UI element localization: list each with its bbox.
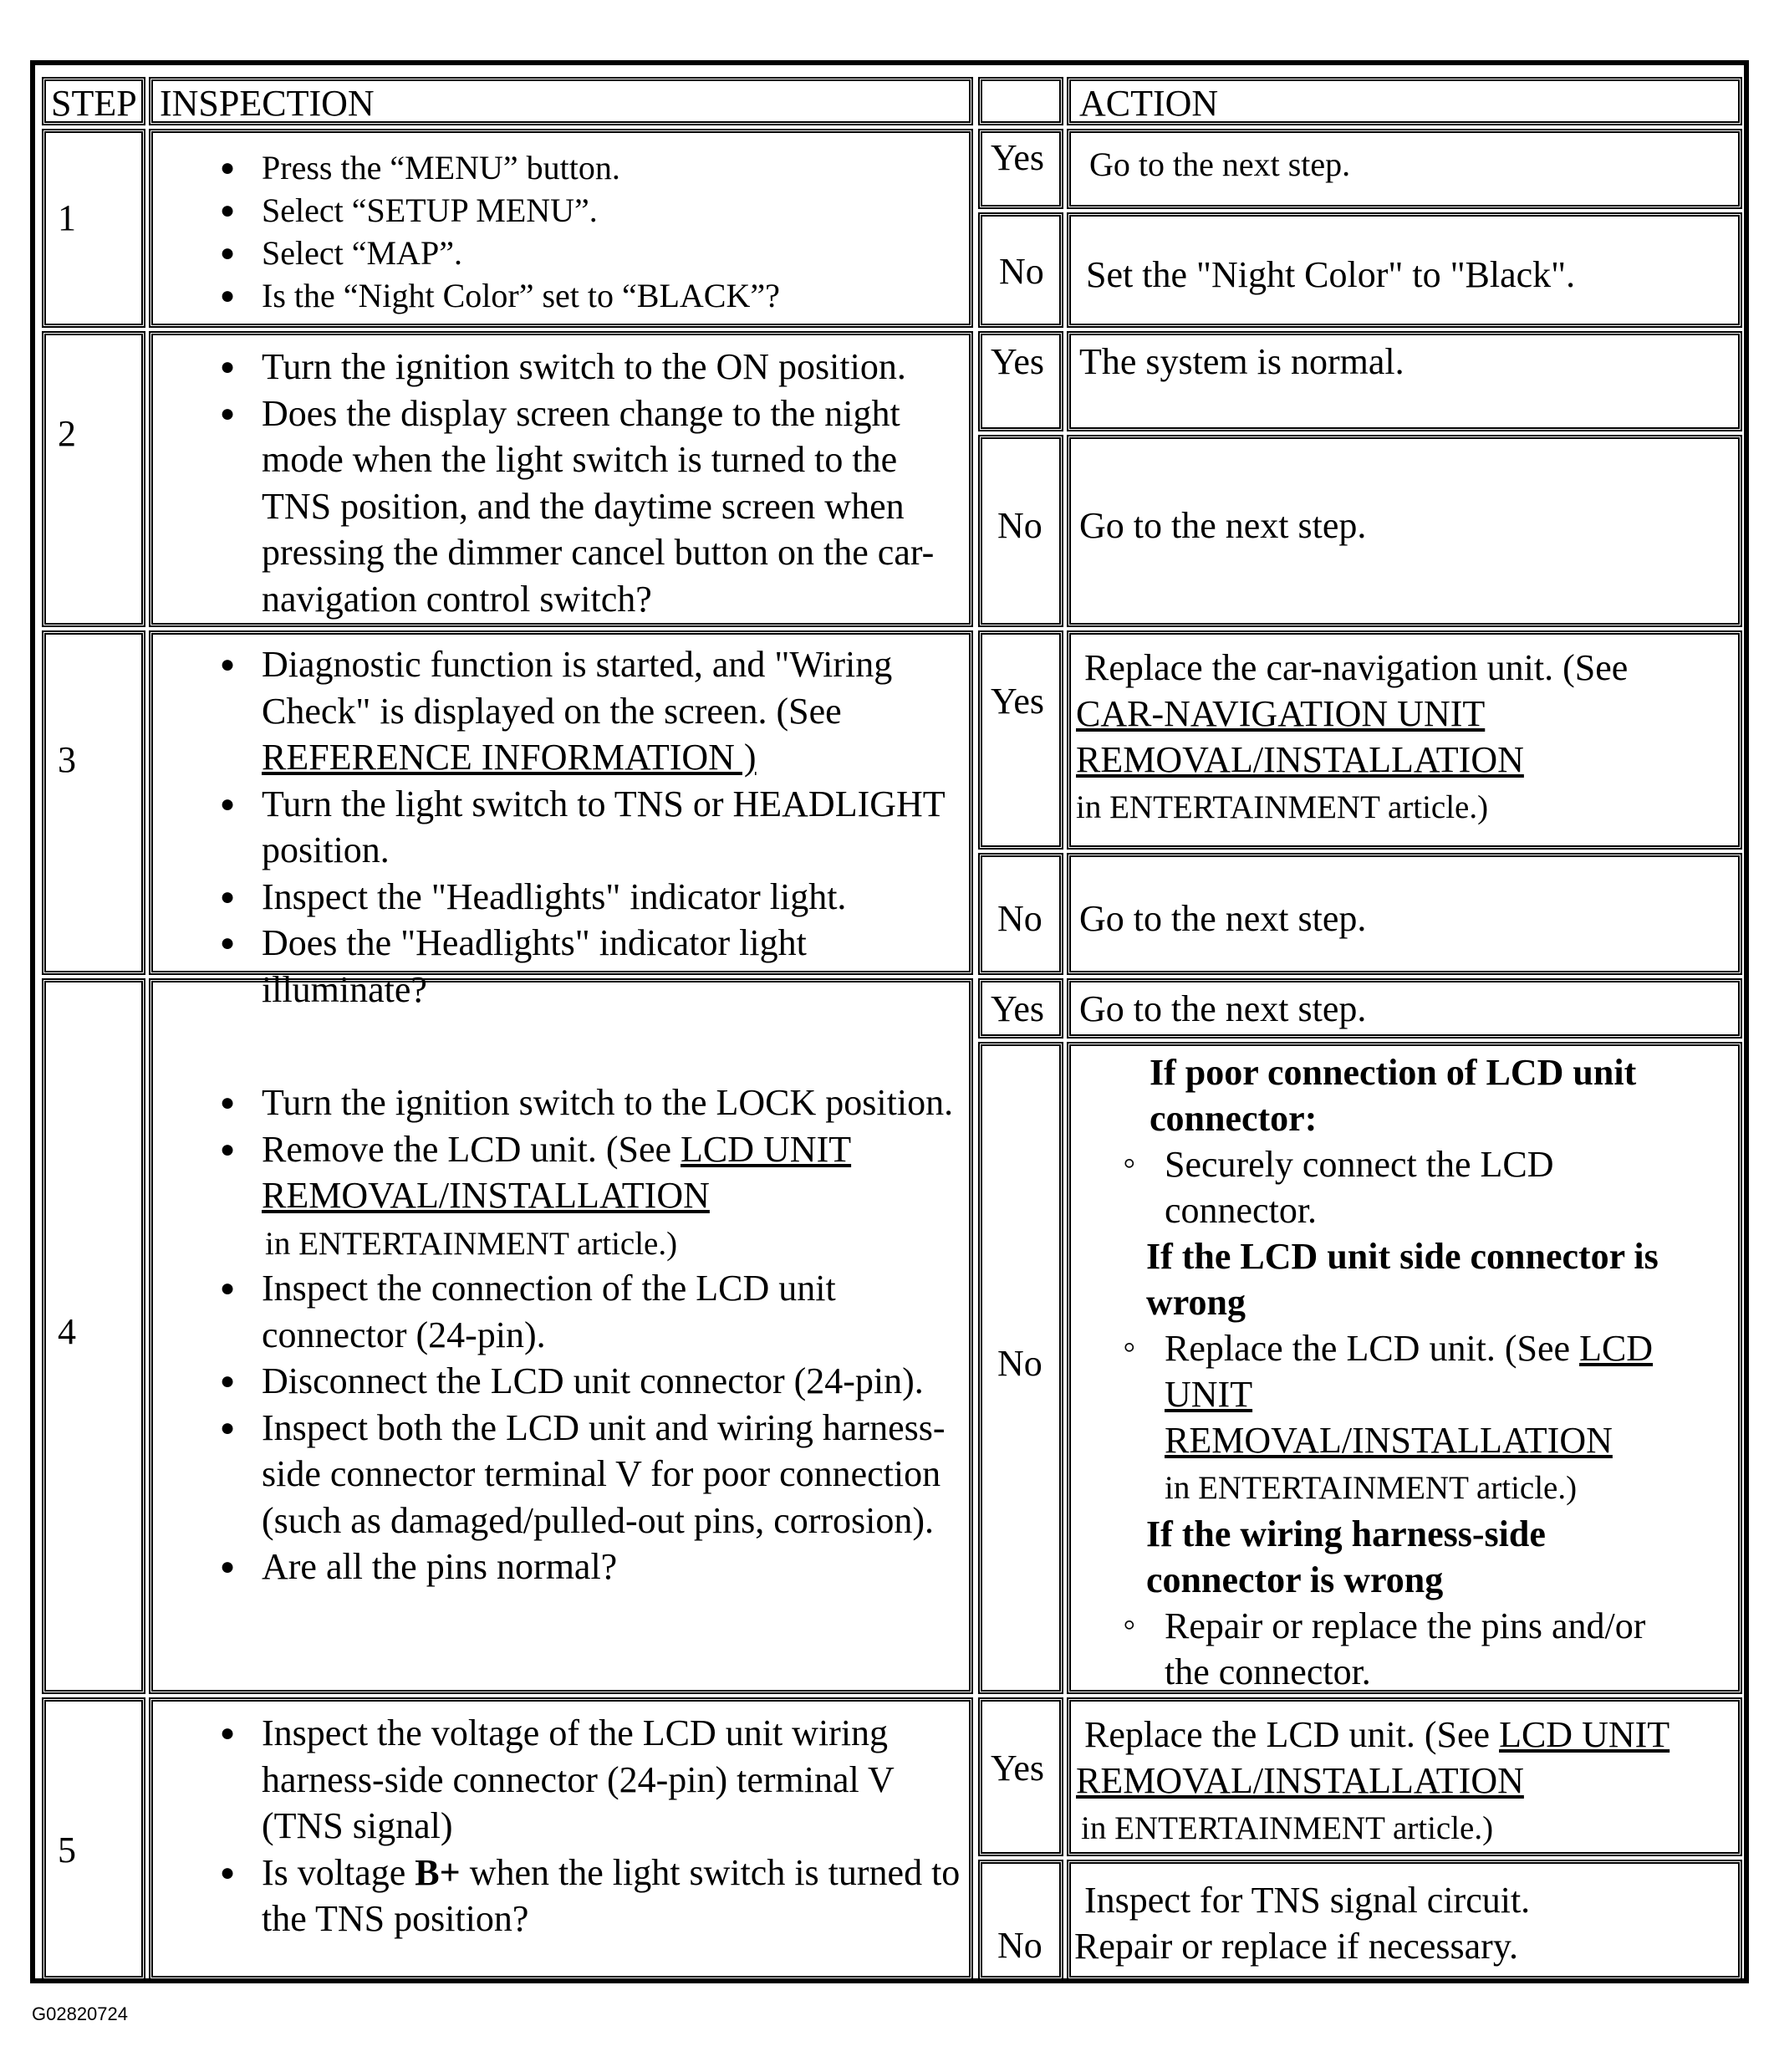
header-action-cell xyxy=(1067,77,1742,125)
yes-label: Yes xyxy=(991,1748,1045,1789)
figure-id: G02820724 xyxy=(32,2003,128,2024)
condition-heading: If the LCD unit side connector is wrong xyxy=(1146,1236,1659,1323)
no-action-detail xyxy=(1123,1049,1725,1695)
no-label: No xyxy=(999,251,1044,292)
header-step-cell xyxy=(42,77,145,125)
step-2-yes-action-cell xyxy=(1067,331,1742,431)
step-5-number-cell xyxy=(42,1697,145,1980)
no-action: Go to the next step. xyxy=(1079,505,1367,546)
remedy-text: Replace the LCD unit. (See xyxy=(1165,1328,1571,1369)
no-action-text: Repair or replace if necessary. xyxy=(1074,1926,1518,1967)
lcd-unit-link[interactable]: LCD UNIT xyxy=(1499,1714,1670,1755)
step-number: 2 xyxy=(58,413,76,454)
header-step: STEP xyxy=(51,83,137,124)
removal-installation-link[interactable]: REMOVAL/INSTALLATION xyxy=(1165,1420,1613,1461)
no-action: Set the "Night Color" to "Black". xyxy=(1086,254,1576,295)
step-number: 1 xyxy=(58,197,76,238)
yes-action: Go to the next step. xyxy=(1089,145,1351,183)
no-label: No xyxy=(997,1343,1042,1384)
inspection-source: in ENTERTAINMENT article.) xyxy=(265,1225,678,1262)
inspection-list xyxy=(220,1079,956,1590)
step-4-number-cell xyxy=(42,978,145,1694)
step-3-inspection-cell xyxy=(149,630,973,1010)
step-number: 3 xyxy=(58,739,76,780)
step-3-no-action-cell xyxy=(1067,853,1742,975)
yes-action: Go to the next step. xyxy=(1079,988,1367,1029)
yes-action-text: Replace the LCD unit. (See xyxy=(1084,1714,1491,1755)
remedy-list xyxy=(1123,1325,1725,1511)
step-2-no-label-cell xyxy=(978,435,1063,627)
inspection-text: Remove the LCD unit. (See xyxy=(262,1128,672,1170)
lcd-link[interactable]: LCD xyxy=(1579,1328,1654,1369)
inspection-list xyxy=(220,146,780,317)
inspection-item xyxy=(220,641,947,781)
inspection-item: ● Is the “Night Color” set to “BLACK”? xyxy=(220,274,780,317)
inspection-item: ● Inspect the voltage of the LCD unit wiring harness-side connector (24-pin) terminal V (TNS signal) xyxy=(220,1710,947,1850)
no-label: No xyxy=(997,505,1042,546)
inspection-item: ● Are all the pins normal? xyxy=(220,1544,956,1590)
inspection-item: ● Does the "Headlights" indicator light illuminate? xyxy=(220,920,956,1013)
step-4-yes-label-cell xyxy=(978,978,1063,1039)
remedy-item xyxy=(1123,1325,1725,1511)
step-5-no-label-cell xyxy=(978,1860,1063,1980)
no-action xyxy=(1074,1877,1530,1969)
step-2-number-cell xyxy=(42,331,145,627)
step-number: 5 xyxy=(58,1830,76,1870)
step-2-inspection-cell xyxy=(149,331,973,627)
step-1-yes-label-cell xyxy=(978,129,1063,209)
inspection-item: ● Turn the ignition switch to the ON position. xyxy=(220,344,956,390)
step-5-no-action-cell xyxy=(1067,1860,1742,1980)
remedy-item: ◦ Securely connect the LCD connector. xyxy=(1123,1141,1633,1233)
yes-action-source: in ENTERTAINMENT article.) xyxy=(1076,789,1489,825)
inspection-item xyxy=(220,1850,981,1942)
remedy-list xyxy=(1123,1603,1725,1695)
step-1-no-action-cell xyxy=(1067,212,1742,328)
inspection-item: ● Inspect both the LCD unit and wiring harness-side connector terminal V for poor connection (such as damaged/pulled-out pins, corrosion). xyxy=(220,1405,947,1544)
step-5-inspection-cell xyxy=(149,1697,973,1980)
step-1-yes-action-cell xyxy=(1067,129,1742,209)
inspection-item: ● Select “SETUP MENU”. xyxy=(220,189,780,232)
inspection-text: Is voltage xyxy=(262,1851,406,1893)
header-action: ACTION xyxy=(1079,83,1219,124)
reference-information-link[interactable]: REFERENCE INFORMATION ) xyxy=(262,737,757,778)
inspection-item xyxy=(220,390,947,623)
remedy-list xyxy=(1123,1141,1675,1233)
yes-label: Yes xyxy=(991,137,1045,178)
unit-link[interactable]: UNIT xyxy=(1165,1374,1253,1415)
inspection-item: ● Disconnect the LCD unit connector (24-pin). xyxy=(220,1358,956,1405)
step-4-inspection-cell xyxy=(149,978,973,1694)
inspection-item: ● Press the “MENU” button. xyxy=(220,146,780,189)
inspection-list xyxy=(220,641,956,1013)
header-inspection: INSPECTION xyxy=(160,83,375,124)
removal-installation-link[interactable]: REMOVAL/INSTALLATION xyxy=(262,1175,710,1216)
inspection-text: when the light switch is turned to the TNS position? xyxy=(262,1851,961,1939)
step-3-yes-label-cell xyxy=(978,630,1063,850)
header-inspection-cell xyxy=(149,77,973,125)
step-4-no-label-cell xyxy=(978,1042,1063,1694)
step-3-number-cell xyxy=(42,630,145,975)
inspection-item: ● Inspect the connection of the LCD unit connector (24-pin). xyxy=(220,1265,897,1358)
inspection-item: ● Inspect the "Headlights" indicator light. xyxy=(220,874,956,921)
no-label: No xyxy=(997,1925,1042,1966)
removal-installation-link[interactable]: REMOVAL/INSTALLATION xyxy=(1076,739,1524,780)
yes-action-text: Replace the car-navigation unit. (See xyxy=(1084,647,1629,688)
step-3-no-label-cell xyxy=(978,853,1063,975)
inspection-text: Diagnostic function is started, and "Wiring Check" is displayed on the screen. (See xyxy=(262,644,893,732)
no-action: Go to the next step. xyxy=(1079,898,1367,939)
car-navigation-unit-link[interactable]: CAR-NAVIGATION UNIT xyxy=(1076,693,1486,734)
removal-installation-link[interactable]: REMOVAL/INSTALLATION xyxy=(1076,1760,1524,1801)
battery-voltage-symbol: B+ xyxy=(415,1851,461,1893)
yes-action xyxy=(1076,645,1628,830)
step-2-no-action-cell xyxy=(1067,435,1742,627)
no-label: No xyxy=(997,898,1042,939)
step-2-yes-label-cell xyxy=(978,331,1063,431)
step-5-yes-action-cell xyxy=(1067,1697,1742,1856)
yes-label: Yes xyxy=(991,681,1045,722)
no-action-text: Inspect for TNS signal circuit. xyxy=(1084,1880,1531,1921)
yes-action: The system is normal. xyxy=(1079,341,1404,382)
condition-heading: If the wiring harness-side connector is wrong xyxy=(1146,1513,1546,1600)
header-result-cell xyxy=(978,77,1063,125)
step-3-yes-action-cell xyxy=(1067,630,1742,850)
inspection-item: ● Turn the light switch to TNS or HEADLIGHT position. xyxy=(220,781,964,874)
inspection-list xyxy=(220,344,956,622)
inspection-item: ● Select “MAP”. xyxy=(220,232,780,274)
yes-label: Yes xyxy=(991,988,1045,1029)
step-5-yes-label-cell xyxy=(978,1697,1063,1856)
remedy-item: ◦ Repair or replace the pins and/or the connector. xyxy=(1123,1603,1700,1695)
step-1-number-cell xyxy=(42,129,145,328)
step-4-yes-action-cell xyxy=(1067,978,1742,1039)
inspection-list xyxy=(220,1710,961,1942)
inspection-item: ● Turn the ignition switch to the LOCK position. xyxy=(220,1079,956,1126)
yes-action xyxy=(1076,1712,1669,1851)
inspection-item xyxy=(220,1126,956,1266)
yes-label: Yes xyxy=(991,341,1045,382)
diagnostic-table xyxy=(30,60,1749,1983)
inspection-text: Does the display screen change to the night mode when the light switch is turned to the TNS position, and the daytime screen when pressing the dimmer cancel button on the car-navigation control switch? xyxy=(262,392,935,620)
lcd-unit-link[interactable]: LCD UNIT xyxy=(681,1128,852,1170)
remedy-source: in ENTERTAINMENT article.) xyxy=(1165,1470,1578,1506)
condition-heading: If poor connection of LCD unit connector: xyxy=(1150,1052,1637,1139)
yes-action-source: in ENTERTAINMENT article.) xyxy=(1081,1810,1494,1846)
step-1-inspection-cell xyxy=(149,129,973,328)
step-number: 4 xyxy=(58,1311,76,1352)
step-1-no-label-cell xyxy=(978,212,1063,328)
step-4-no-action-cell xyxy=(1067,1042,1742,1694)
